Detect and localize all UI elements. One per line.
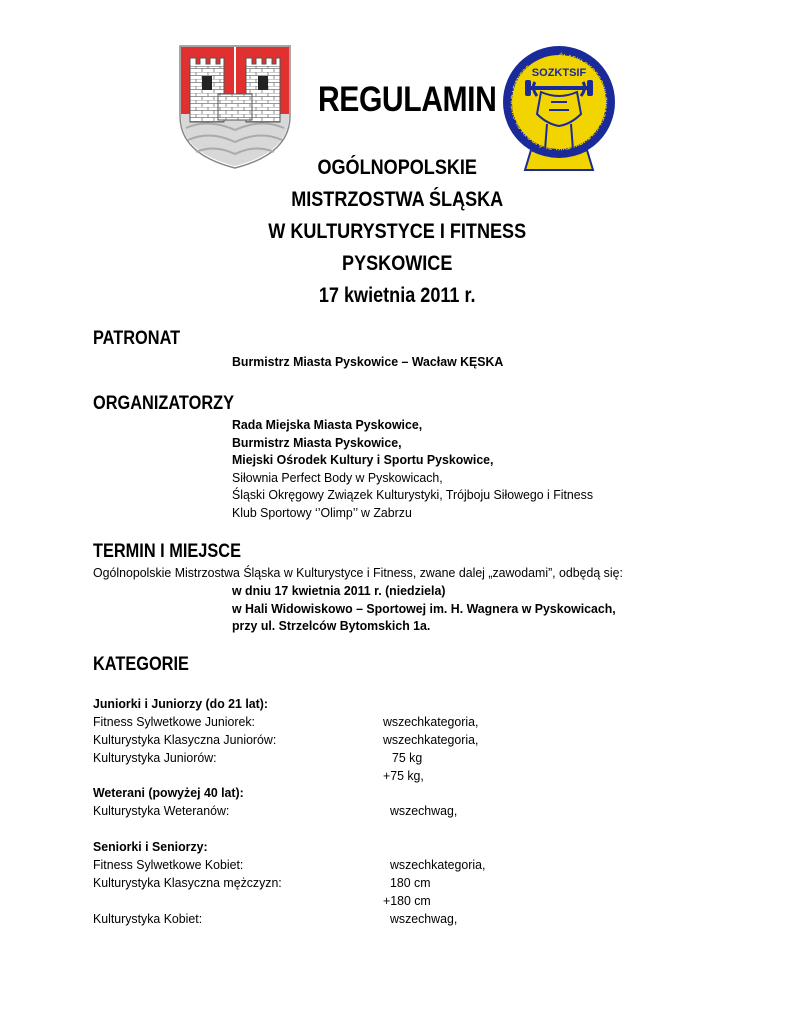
- termin-line: w Hali Widowiskowo – Sportowej im. H. Wagnera w Pyskowicach,: [232, 600, 616, 616]
- category-value: wszechkategoria,: [383, 714, 479, 729]
- patronat-heading: PATRONAT: [93, 328, 181, 349]
- termin-heading: TERMIN I MIEJSCE: [93, 541, 241, 562]
- category-group-title: Seniorki i Seniorzy:: [93, 839, 208, 854]
- category-value: 75 kg: [392, 750, 423, 765]
- category-label: Kulturystyka Klasyczna mężczyzn:: [93, 875, 282, 890]
- termin-intro: Ogólnopolskie Mistrzostwa Śląska w Kulturystyce i Fitness, zwane dalej „zawodami”, odbędą się:: [93, 565, 623, 580]
- emblem-ring-text: ŚLĄSKI OKRĘGOWY ZWIĄZEK KULTURYSTYKI, TRÓJBOJU SIŁOWEGO I FITNESS: [509, 52, 609, 152]
- subtitle-line: PYSKOWICE: [342, 252, 453, 275]
- organizatorzy-list: [232, 416, 612, 522]
- category-group-title: Juniorki i Juniorzy (do 21 lat):: [93, 696, 268, 711]
- category-label: Fitness Sylwetkowe Kobiet:: [93, 857, 244, 872]
- event-subtitle: [0, 152, 791, 312]
- category-value: wszechwag,: [390, 911, 458, 926]
- category-group-title: Weterani (powyżej 40 lat):: [93, 785, 244, 800]
- subtitle-line: OGÓLNOPOLSKIE: [317, 156, 477, 179]
- termin-line: przy ul. Strzelców Bytomskich 1a.: [232, 618, 431, 634]
- organizer-item: Rada Miejska Miasta Pyskowice,: [232, 417, 423, 432]
- category-label: Fitness Sylwetkowe Juniorek:: [93, 714, 255, 729]
- category-value: 180 cm: [390, 875, 431, 890]
- category-value: wszechwag,: [390, 803, 458, 818]
- organizer-item: Klub Sportowy ‘’Olimp’’ w Zabrzu: [232, 504, 412, 520]
- termin-line: w dniu 17 kwietnia 2011 r. (niedziela): [232, 583, 446, 598]
- category-label: Kulturystyka Klasyczna Juniorów:: [93, 732, 277, 747]
- category-value: +180 cm: [383, 893, 431, 908]
- organizer-item: Burmistrz Miasta Pyskowice,: [232, 434, 402, 450]
- subtitle-line: W KULTURYSTYCE I FITNESS: [268, 220, 527, 243]
- category-value: +75 kg,: [383, 768, 424, 783]
- category-label: Kulturystyka Juniorów:: [93, 750, 217, 765]
- organizatorzy-heading: ORGANIZATORZY: [93, 393, 235, 414]
- category-label: Kulturystyka Weteranów:: [93, 803, 230, 818]
- category-value: wszechkategoria,: [390, 857, 486, 872]
- organizer-item: Miejski Ośrodek Kultury i Sportu Pyskowice,: [232, 452, 494, 468]
- subtitle-line: MISTRZOSTWA ŚLĄSKA: [291, 188, 504, 211]
- emblem-abbr: SOZKTSIF: [531, 67, 587, 79]
- organizer-item: Siłownia Perfect Body w Pyskowicach,: [232, 469, 443, 485]
- termin-details: [232, 582, 636, 635]
- organizer-item: Śląski Okręgowy Związek Kulturystyki, Trójboju Siłowego i Fitness: [232, 487, 594, 503]
- page-title: REGULAMIN: [318, 80, 497, 119]
- category-label: Kulturystyka Kobiet:: [93, 911, 203, 926]
- subtitle-line: 17 kwietnia 2011 r.: [318, 284, 476, 307]
- patronat-text: Burmistrz Miasta Pyskowice – Wacław KĘSKA: [232, 354, 504, 369]
- kategorie-heading: KATEGORIE: [93, 654, 189, 675]
- category-value: wszechkategoria,: [383, 732, 479, 747]
